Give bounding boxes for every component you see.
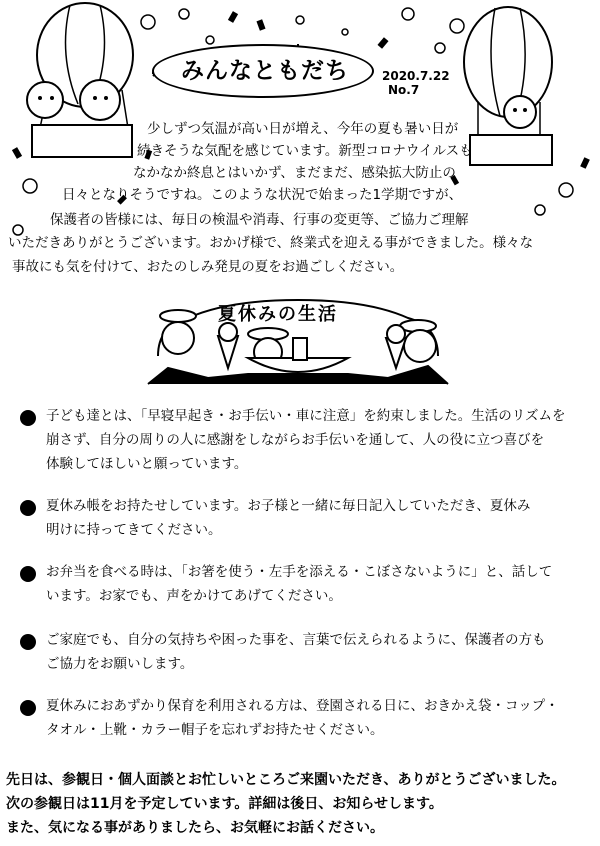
intro-line: 保護者の皆様には、毎日の検温や消毒、行事の変更等、ご協力ご理解 (50, 212, 469, 228)
item-line: 明けに持ってきてください。 (46, 522, 222, 538)
footer-line: また、気になる事がありましたら、お気軽にお話ください。 (6, 820, 384, 836)
issue-number: No.7 (388, 83, 420, 97)
intro-line: いただきありがとうございます。おかげ様で、終業式を迎える事ができました。様々な (8, 235, 534, 251)
item-line: お弁当を食べる時は、「お箸を使う・左手を添える・こぼさないように」と、話して (46, 564, 553, 580)
bullet-icon (20, 410, 36, 426)
intro-line: 続きそうな気配を感じています。新型コロナウイルスも (137, 143, 473, 159)
footer-line: 先日は、参観日・個人面談とお忙しいところご来園いただき、ありがとうございました。 (6, 772, 566, 788)
intro-line: 日々となりそうですね。このような状況で始まった1学期ですが、 (62, 187, 463, 203)
bullet-icon (20, 566, 36, 582)
footer-line: 次の参観日は11月を予定しています。詳細は後日、お知らせします。 (6, 796, 443, 812)
bullet-icon (20, 634, 36, 650)
item-line: 体験してほしいと願っています。 (46, 456, 248, 472)
intro-line: 事故にも気を付けて、おたのしみ発見の夏をお過ごしください。 (12, 259, 404, 275)
item-line: 子ども達とは、「早寝早起き・お手伝い・車に注意」を約束しました。生活のリズムを (46, 408, 566, 424)
intro-line: 少しずつ気温が高い日が増え、今年の夏も暑い日が (147, 121, 459, 137)
item-line: ご協力をお願いします。 (46, 656, 194, 672)
issue-info (382, 69, 450, 97)
item-line: タオル・上靴・カラー帽子を忘れずお持たせください。 (46, 722, 384, 738)
bullet-icon (20, 700, 36, 716)
item-line: 崩さず、自分の周りの人に感謝をしながらお手伝いを通して、人の役に立つ喜びを (46, 432, 545, 448)
issue-date: 2020.7.22 (382, 69, 450, 83)
item-line: 夏休み帳をお持たせしています。お子様と一緒に毎日記入していただき、夏休み (46, 498, 531, 514)
banner-title: 夏休みの生活 (218, 304, 338, 325)
bullet-icon (20, 500, 36, 516)
item-line: ご家庭でも、自分の気持ちや困った事を、言葉で伝えられるように、保護者の方も (46, 632, 546, 648)
newsletter-title: みんなともだち (181, 58, 349, 84)
item-line: います。お家でも、声をかけてあげてください。 (46, 588, 342, 604)
intro-line: なかなか終息とはいかず、まだまだ、感染拡大防止の (133, 165, 456, 181)
item-line: 夏休みにおあずかり保育を利用される方は、登園される日に、おきかえ袋・コップ・ (46, 698, 559, 714)
